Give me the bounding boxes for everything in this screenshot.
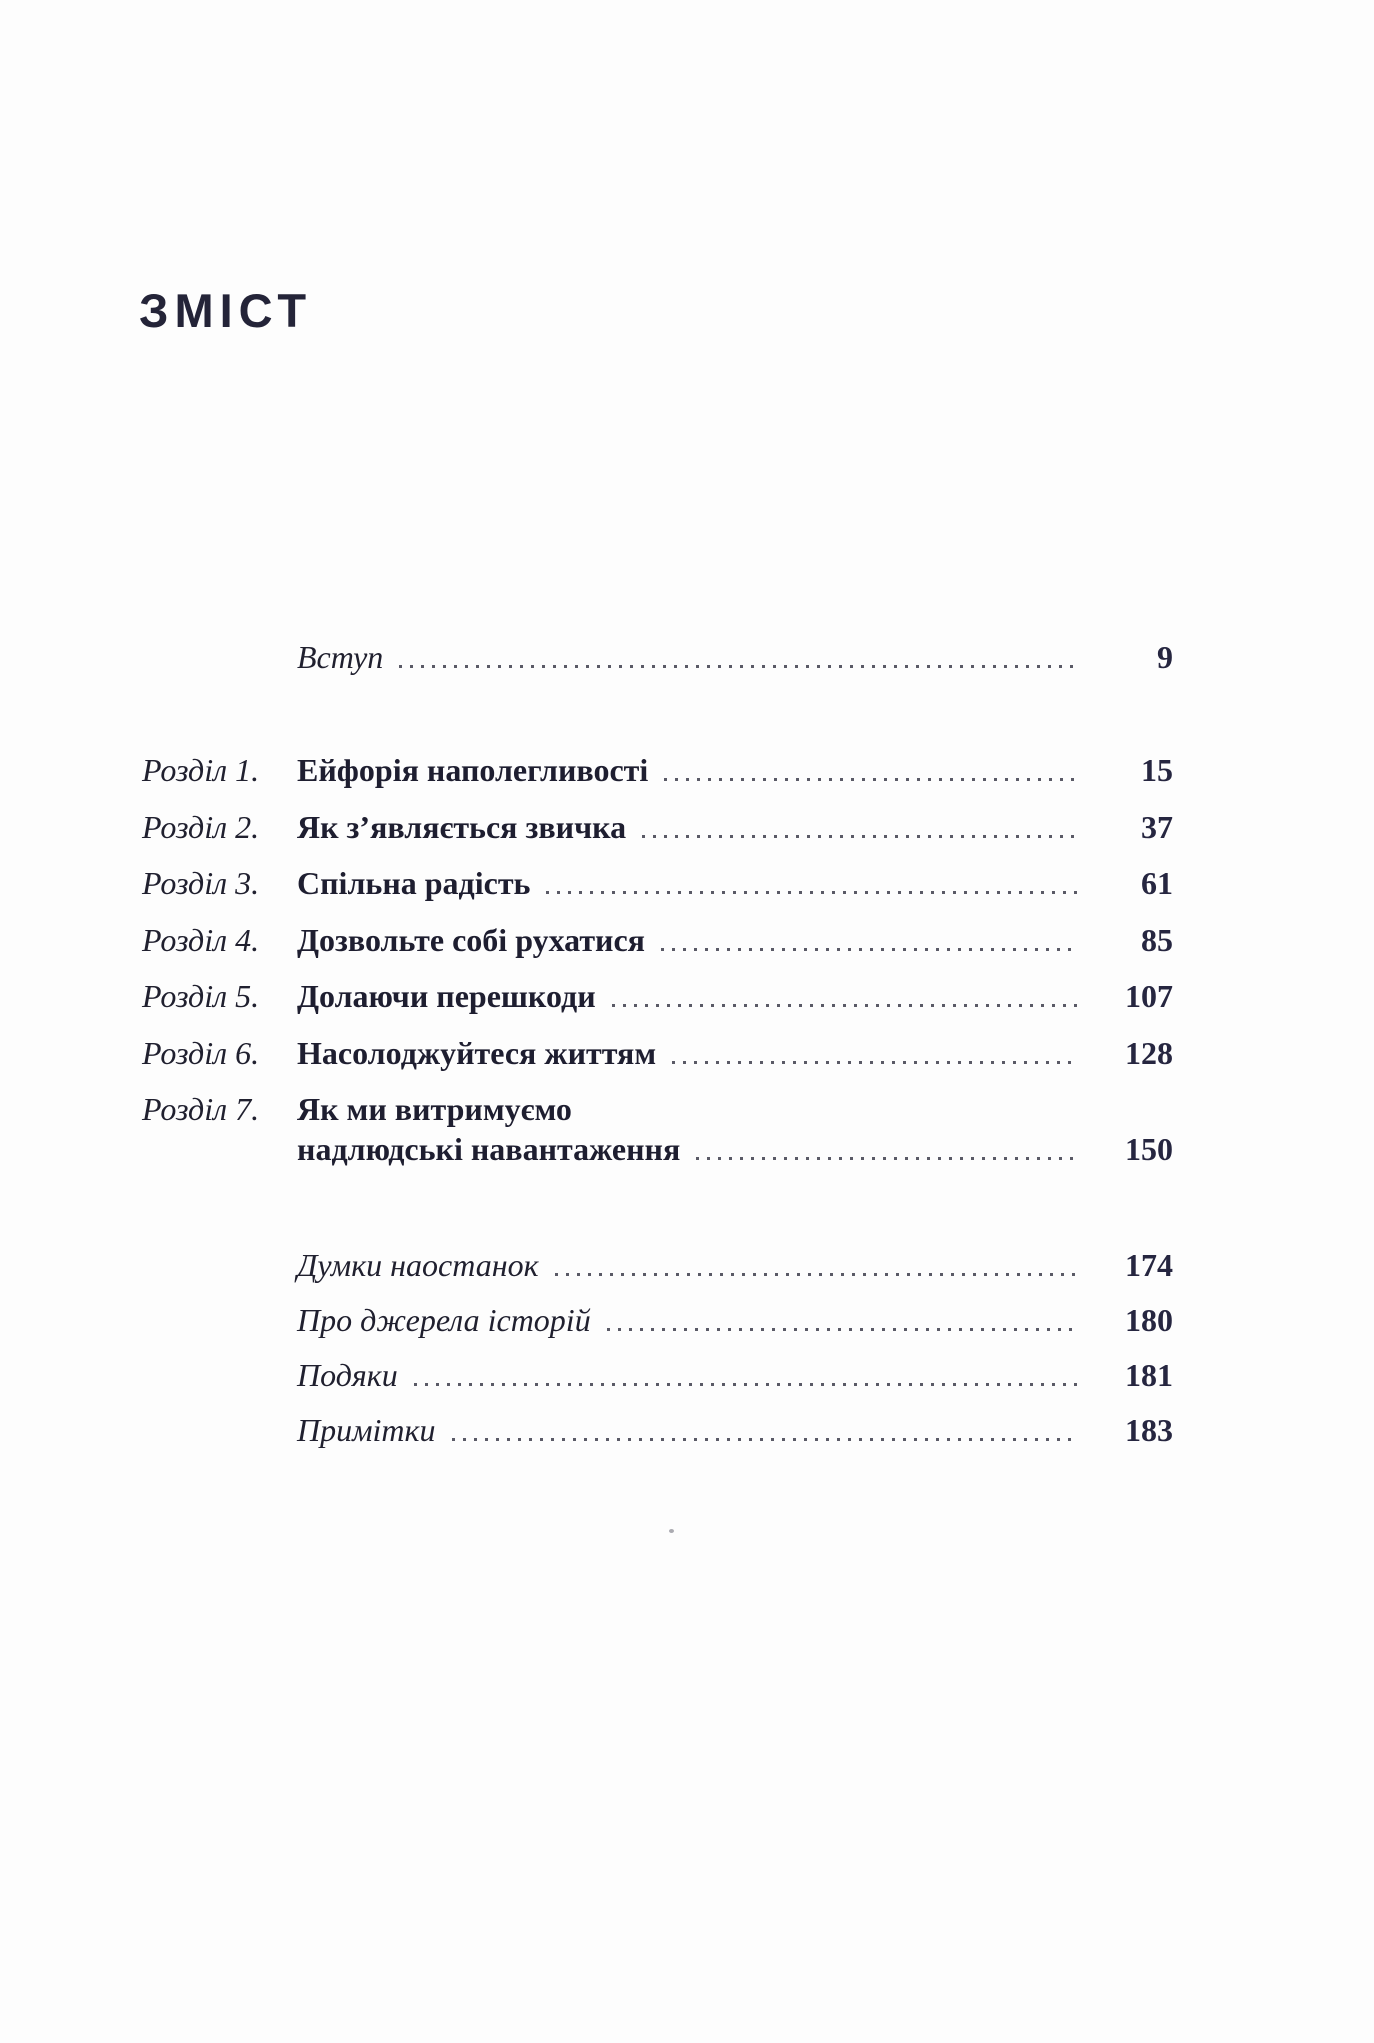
dot-leader [661, 948, 1079, 951]
entry-title: Про джерела історій [297, 1302, 591, 1338]
dot-leader [612, 1004, 1079, 1007]
toc-row-chapter-2 [142, 807, 1173, 847]
dot-leader [607, 1328, 1079, 1331]
page-number: 37 [1141, 809, 1173, 845]
page-number: 9 [1157, 639, 1173, 675]
dot-leader [399, 665, 1079, 668]
chapter-label: Розділ 4. [142, 922, 260, 958]
toc-row-chapter-5 [142, 976, 1173, 1016]
dot-leader [642, 835, 1079, 838]
dot-leader [696, 1157, 1079, 1160]
page-number: 128 [1125, 1035, 1173, 1071]
page-title: ЗМІСТ [139, 284, 313, 338]
entry-title: Ейфорія наполегливості [297, 752, 649, 788]
scan-artifact-dot [669, 1529, 674, 1533]
toc-row-acknowledgements [142, 1355, 1173, 1395]
chapter-label: Розділ 6. [142, 1035, 260, 1071]
toc-row-chapter-4 [142, 920, 1173, 960]
entry-title: Думки наостанок [297, 1247, 539, 1283]
page-number: 183 [1125, 1412, 1173, 1448]
entry-title-line2: надлюдські навантаження [297, 1131, 681, 1167]
page-number: 181 [1125, 1357, 1173, 1393]
dot-leader [672, 1061, 1079, 1064]
entry-title-line1: Як ми витримуємо [297, 1091, 572, 1127]
toc-row-afterword [142, 1245, 1173, 1285]
entry-title: Дозвольте собі рухатися [297, 922, 645, 958]
page-number: 150 [1125, 1131, 1173, 1167]
page-number: 180 [1125, 1302, 1173, 1338]
page-number: 174 [1125, 1247, 1173, 1283]
entry-title: Долаючи перешкоди [297, 978, 596, 1014]
toc-row-notes [142, 1410, 1173, 1450]
entry-title: Примітки [297, 1412, 436, 1448]
toc-row-chapter-6 [142, 1033, 1173, 1073]
dot-leader [555, 1273, 1079, 1276]
page-number: 15 [1141, 752, 1173, 788]
toc-row-chapter-1 [142, 750, 1173, 790]
entry-title-line2-row [297, 1129, 1173, 1169]
toc-row-chapter-3 [142, 863, 1173, 903]
toc-row-chapter-7 [142, 1089, 1173, 1169]
entry-title: Як з’являється звичка [297, 809, 627, 845]
dot-leader [546, 891, 1079, 894]
dot-leader [414, 1383, 1079, 1386]
chapter-label: Розділ 1. [142, 752, 260, 788]
chapter-label: Розділ 3. [142, 865, 260, 901]
page-number: 85 [1141, 922, 1173, 958]
dot-leader [664, 778, 1079, 781]
entry-title: Вступ [297, 639, 384, 675]
page-number: 61 [1141, 865, 1173, 901]
entry-title: Насолоджуйтеся життям [297, 1035, 657, 1071]
toc-row-sources [142, 1300, 1173, 1340]
toc-row-intro [142, 637, 1173, 677]
entry-title: Подяки [297, 1357, 398, 1393]
chapter-label: Розділ 2. [142, 809, 260, 845]
chapter-label: Розділ 7. [142, 1091, 260, 1127]
entry-title: Спільна радість [297, 865, 531, 901]
dot-leader [452, 1438, 1080, 1441]
entry-title-block [297, 1089, 1173, 1169]
page-number: 107 [1125, 978, 1173, 1014]
chapter-label: Розділ 5. [142, 978, 260, 1014]
